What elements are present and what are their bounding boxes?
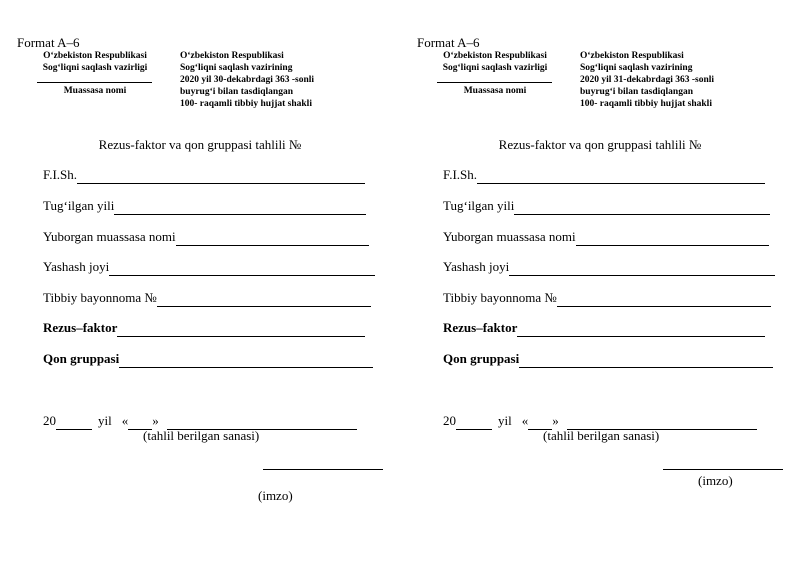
field-rhesus-label: Rezus–faktor — [443, 320, 518, 335]
date-caption: (tahlil berilgan sanasi) — [543, 428, 660, 443]
approval-line-3: 2020 yil 31-dekabrdagi 363 -sonli — [580, 75, 715, 85]
field-medical-card-input[interactable] — [557, 293, 771, 307]
format-label: Format A–6 — [417, 35, 480, 50]
form-title: Rezus-faktor va qon gruppasi tahlili № — [98, 137, 302, 152]
field-medical-card-label: Tibbiy bayonnoma № — [43, 290, 157, 305]
date-year-word: yil — [98, 413, 112, 428]
field-fish-label: F.I.Sh. — [43, 167, 77, 182]
field-medical-card-label: Tibbiy bayonnoma № — [443, 290, 557, 305]
signature-line[interactable] — [663, 469, 783, 470]
field-blood-group-label: Qon gruppasi — [43, 351, 120, 366]
field-residence — [443, 258, 775, 276]
field-medical-card-input[interactable] — [157, 293, 371, 307]
field-sender-label: Yuborgan muassasa nomi — [443, 229, 576, 244]
ministry-header — [437, 50, 553, 97]
field-birth-year — [443, 197, 770, 215]
ministry-line-1: O‘zbekiston Respublikasi — [43, 51, 147, 61]
ministry-line-1: O‘zbekiston Respublikasi — [443, 51, 547, 61]
field-blood-group-input[interactable] — [119, 354, 373, 368]
field-residence-input[interactable] — [109, 262, 375, 276]
institution-caption: Muassasa nomi — [63, 86, 127, 96]
field-birth-year-input[interactable] — [114, 201, 366, 215]
approval-line-1: O‘zbekiston Respublikasi — [580, 51, 684, 61]
approval-line-2: Sog‘liqni saqlash vazirining — [180, 63, 293, 73]
form-title: Rezus-faktor va qon gruppasi tahlili № — [498, 137, 702, 152]
field-fish — [443, 166, 765, 184]
field-medical-card — [443, 289, 771, 307]
date-open-quote: « — [121, 413, 129, 428]
field-residence-label: Yashash joyi — [43, 259, 110, 274]
institution-caption: Muassasa nomi — [463, 86, 527, 96]
ministry-line-2: Sog‘liqni saqlash vazirligi — [42, 63, 148, 73]
approval-line-2: Sog‘liqni saqlash vazirining — [580, 63, 693, 73]
field-fish-input[interactable] — [477, 170, 765, 184]
field-birth-year-label: Tug‘ilgan yili — [43, 198, 115, 213]
signature-caption: (imzo) — [698, 473, 733, 488]
field-blood-group-input[interactable] — [519, 354, 773, 368]
field-fish-input[interactable] — [77, 170, 365, 184]
institution-name-blank[interactable] — [437, 74, 552, 83]
approval-line-4: buyrug‘i bilan tasdiqlangan — [580, 87, 693, 97]
date-close-quote: » — [552, 413, 559, 428]
field-blood-group — [43, 350, 373, 368]
field-rhesus-input[interactable] — [517, 323, 765, 337]
field-residence-label: Yashash joyi — [443, 259, 510, 274]
date-open-quote: « — [521, 413, 529, 428]
form-right — [400, 0, 800, 565]
ministry-line-2: Sog‘liqni saqlash vazirligi — [442, 63, 548, 73]
signature-line[interactable] — [263, 469, 383, 470]
date-year-word: yil — [498, 413, 512, 428]
field-sender-input[interactable] — [576, 232, 769, 246]
field-sender — [43, 228, 369, 246]
field-sender-input[interactable] — [176, 232, 369, 246]
field-rhesus-label: Rezus–faktor — [43, 320, 118, 335]
approval-line-4: buyrug‘i bilan tasdiqlangan — [180, 87, 293, 97]
approval-header — [580, 50, 780, 110]
field-blood-group — [443, 350, 773, 368]
approval-line-5: 100- raqamli tibbiy hujjat shakli — [180, 99, 312, 109]
approval-line-3: 2020 yil 30-dekabrdagi 363 -sonli — [180, 75, 315, 85]
field-sender — [443, 228, 769, 246]
institution-name-blank[interactable] — [37, 74, 152, 83]
date-close-quote: » — [152, 413, 159, 428]
approval-line-5: 100- raqamli tibbiy hujjat shakli — [580, 99, 712, 109]
date-caption: (tahlil berilgan sanasi) — [143, 428, 260, 443]
field-fish — [43, 166, 365, 184]
date-prefix: 20 — [43, 413, 56, 428]
field-residence — [43, 258, 375, 276]
date-prefix: 20 — [443, 413, 456, 428]
format-label: Format A–6 — [17, 35, 80, 50]
field-medical-card — [43, 289, 371, 307]
signature-caption: (imzo) — [258, 488, 293, 503]
field-residence-input[interactable] — [509, 262, 775, 276]
field-birth-year-label: Tug‘ilgan yili — [443, 198, 515, 213]
field-sender-label: Yuborgan muassasa nomi — [43, 229, 176, 244]
field-birth-year — [43, 197, 366, 215]
field-blood-group-label: Qon gruppasi — [443, 351, 520, 366]
field-rhesus — [43, 319, 365, 337]
field-rhesus — [443, 319, 765, 337]
date-year-input[interactable] — [456, 416, 492, 430]
approval-line-1: O‘zbekiston Respublikasi — [180, 51, 284, 61]
ministry-header — [37, 50, 153, 97]
date-year-input[interactable] — [56, 416, 92, 430]
field-birth-year-input[interactable] — [514, 201, 770, 215]
field-rhesus-input[interactable] — [117, 323, 365, 337]
approval-header — [180, 50, 380, 110]
field-fish-label: F.I.Sh. — [443, 167, 477, 182]
